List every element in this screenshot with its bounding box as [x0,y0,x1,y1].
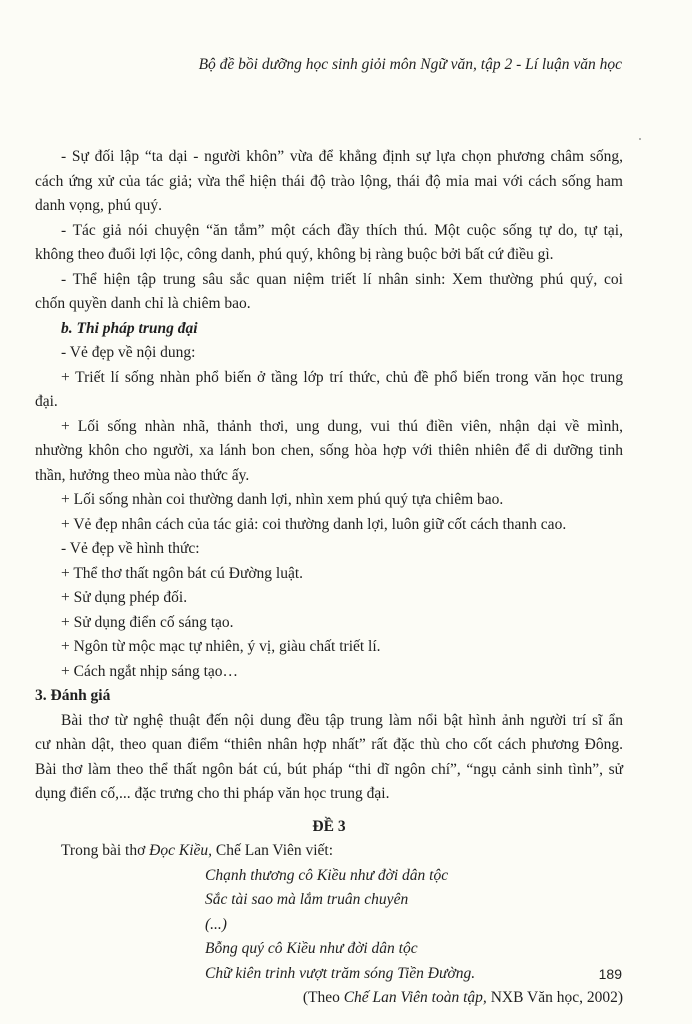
paragraph [35,537,623,562]
source-publisher: NXB Văn học, 2002) [486,989,623,1006]
poem-line: (...) [205,915,227,933]
text-line: + Lối sống nhàn coi thường danh lợi, nhìn xem phú quý tựa chiêm bao. [61,491,504,508]
paragraph [35,145,623,219]
poem-source [35,986,623,1011]
text-line: cách ứng xử của tác giả; vừa thể hiện thái độ trào lộng, thái độ mỉa mai với cách sống ham [35,172,623,190]
paragraph [35,219,623,268]
paragraph [35,268,623,317]
text-line: 3. Đánh giá [35,687,111,704]
subheading [35,317,623,342]
text-line: + Sử dụng điển cố sáng tạo. [61,613,234,631]
text-line: + Cách ngắt nhịp sáng tạo… [61,662,239,680]
intro-text: Trong bài thơ [61,842,150,859]
intro-text-end: Chế Lan Viên viết: [212,842,334,859]
text-line: + Triết lí sống nhàn phổ biến ở tầng lớp trí thức, chủ đề phổ biến trong văn học trung [61,368,623,386]
text-line: - Sự đối lập “ta dại - người khôn” vừa để khẳng định sự lựa chọn phương châm sống, [61,148,623,165]
scan-speck [639,138,641,140]
text-line: + Thể thơ thất ngôn bát cú Đường luật. [61,564,304,582]
text-line: - Thể hiện tập trung sâu sắc quan niệm triết lí nhân sinh: Xem thường phú quý, coi [61,270,623,288]
page-body [35,145,623,1011]
exercise-intro [35,839,623,864]
poem-line: Bỗng quý cô Kiều như đời dân tộc [205,940,418,957]
page-number: 189 [598,966,622,982]
paragraph [35,635,623,660]
text-line: + Sử dụng phép đối. [61,589,188,606]
text-line: b. Thi pháp trung đại [61,319,198,337]
paragraph [35,586,623,611]
text-line: + Vẻ đẹp nhân cách của tác giả: coi thường danh lợi, luôn giữ cốt cách thanh cao. [61,515,567,533]
text-line: + Ngôn từ mộc mạc tự nhiên, ý vị, giàu chất triết lí. [61,638,381,655]
text-line: + Lối sống nhàn nhã, thảnh thơi, ung dung, vui thú điền viên, nhận dại về mình, [61,417,623,435]
text-line: danh vọng, phú quý. [35,197,163,214]
poem-title: Đọc Kiều, [149,842,213,859]
paragraph [35,366,623,415]
text-line: - Tác giả nói chuyện “ăn tắm” một cách đầy thích thú. Một cuộc sống tự do, tự tại, [61,221,623,239]
paragraph [35,709,623,807]
text-line: đại. [35,393,58,410]
text-line: nhường khôn cho người, xa lánh bon chen, sống hòa hợp với thiên nhiên để di dưỡng tinh [35,442,623,459]
paragraph [35,488,623,513]
heading [35,684,623,709]
text-blocks [35,145,623,839]
text-line: thần, hưởng theo mùa nào thức ấy. [35,466,250,484]
text-line: ĐỀ 3 [312,817,346,835]
paragraph [35,415,623,489]
running-header: Bộ đề bồi dưỡng học sinh giỏi môn Ngữ văn, tập 2 - Lí luận văn học [198,56,622,73]
text-line: - Vẻ đẹp về hình thức: [61,540,200,557]
paragraph [35,562,623,587]
text-line: không theo đuổi lợi lộc, công danh, phú quý, không bị ràng buộc bởi bất cứ điều gì. [35,246,554,263]
text-line: dụng điển cố,... đặc trưng cho thi pháp văn học trung đại. [35,785,390,802]
text-line: - Vẻ đẹp về nội dung: [61,344,196,361]
text-line: Bài thơ làm theo thể thất ngôn bát cú, bút pháp “thi dĩ ngôn chí”, “ngụ cảnh sinh tình”, sử [35,760,623,778]
text-line: Bài thơ từ nghệ thuật đến nội dung đều tập trung làm nổi bật hình ảnh người trí sĩ ẩn [61,711,623,729]
paragraph [35,341,623,366]
poem-line: Chữ kiên trinh vượt trăm sóng Tiền Đường. [205,964,476,982]
title [35,815,623,840]
paragraph [35,611,623,636]
poem-line: Sắc tài sao mà lắm truân chuyên [205,891,409,908]
text-line: cư nhàn dật, theo quan điểm “thiên nhân hợp nhất” rất đặc thù cho cốt cách phương Đông. [35,736,623,753]
source-text: (Theo [302,989,344,1006]
text-line: chốn quyền danh chỉ là chiêm bao. [35,295,251,312]
source-title: Chế Lan Viên toàn tập, [343,989,487,1006]
paragraph [35,513,623,538]
poem-line: Chạnh thương cô Kiều như đời dân tộc [205,866,449,884]
paragraph [35,660,623,685]
poem-excerpt [35,864,623,987]
